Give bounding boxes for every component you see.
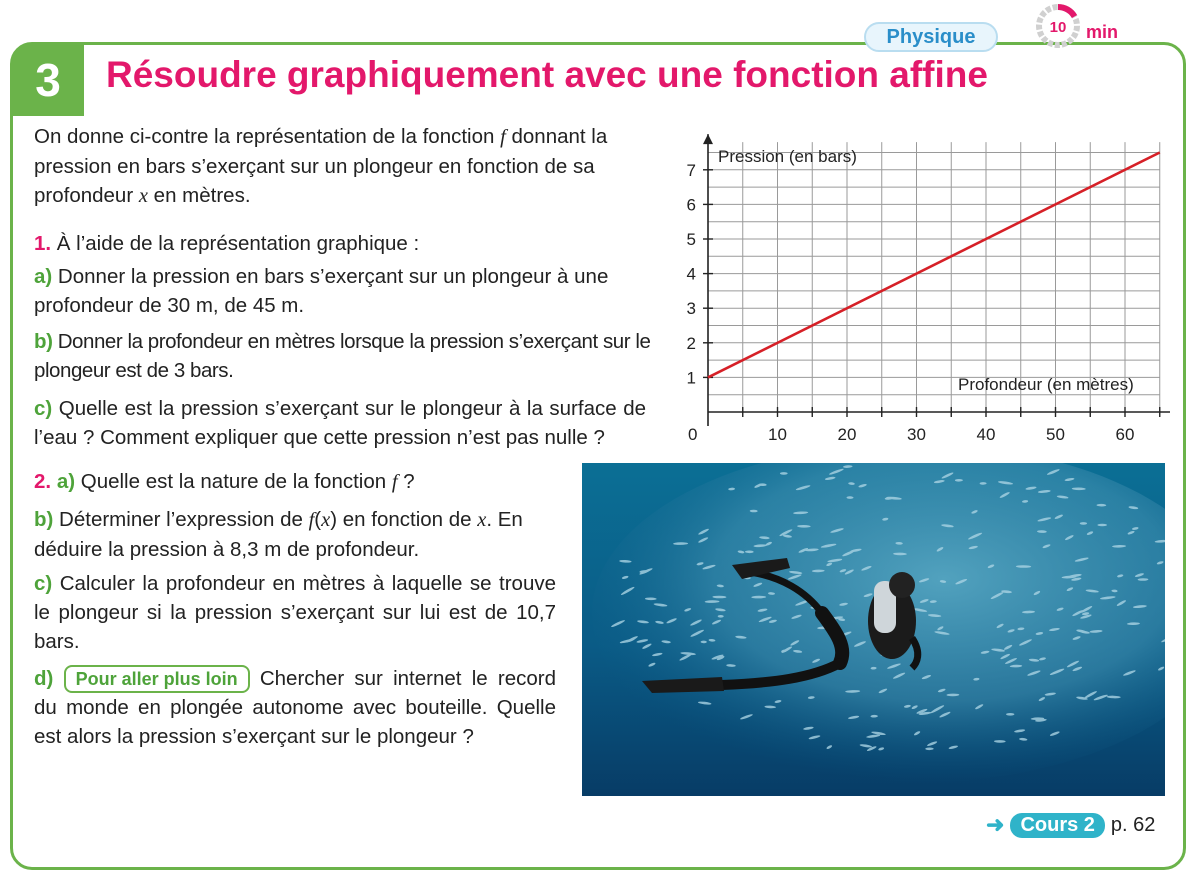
question-2a: 2. a) Quelle est la nature de la fonction f ? <box>34 470 415 493</box>
timer-icon <box>1036 4 1080 48</box>
x-tick-label: 60 <box>1115 425 1135 444</box>
timer-value: 10 <box>1049 19 1067 36</box>
x-tick-label: 50 <box>1046 425 1065 444</box>
exercise-number: 3 <box>12 44 84 116</box>
x-tick-label: 20 <box>837 425 857 444</box>
scuba-diver-photo <box>582 463 1165 796</box>
go-further-badge: Pour aller plus loin <box>64 665 250 693</box>
x-tick-label: 40 <box>976 425 996 444</box>
fish-icon <box>718 615 724 618</box>
y-tick-label: 7 <box>686 160 696 180</box>
question-2b: b) Déterminer l’expression de f(x) en fonction de x. En déduire la pression à 8,3 m de profondeur. <box>34 508 523 561</box>
x-tick-label: 10 <box>768 425 787 444</box>
arrow-right-icon: ➜ <box>986 812 1005 837</box>
y-tick-label: 5 <box>686 230 696 249</box>
fish-icon <box>1080 522 1087 525</box>
y-tick-label: 6 <box>686 195 696 215</box>
y-tick-label: 3 <box>686 299 696 319</box>
question-2d: d) Pour aller plus loin Chercher sur internet le record du monde en plongée autonome avec bouteille. Quelle est alors la pression s’exerçant sur le plongeur ? <box>34 667 556 748</box>
function-line <box>708 153 1160 378</box>
subject-tag: Physique <box>864 22 998 52</box>
question-1b: b) Donner la profondeur en mètres lorsque la pression s’exerçant sur le plongeur est de 3 bars. <box>34 330 651 382</box>
course-link[interactable]: Cours 2 <box>1010 813 1104 838</box>
fish-icon <box>1097 524 1107 527</box>
question-1c: c) Quelle est la pression s’exerçant sur le plongeur à la surface de l’eau ? Comment expliquer que cette pression n’est pas nulle ? <box>34 397 646 449</box>
q1-number: 1. <box>34 232 52 255</box>
y-tick-label: 4 <box>686 264 696 284</box>
x-tick-label: 30 <box>907 425 926 444</box>
fish-icon <box>1006 713 1014 716</box>
y-tick-label: 1 <box>686 368 696 388</box>
x-axis-label: Profondeur (en mètres) <box>958 375 1134 394</box>
y-axis-arrow-icon <box>703 134 713 144</box>
intro-paragraph: On donne ci-contre la représentation de la fonction f donnant la pression en bars s’exerçant sur un plongeur en fonction de sa profondeur x en mètres. <box>34 125 608 207</box>
question-1a: a) Donner la pression en bars s’exerçant sur un plongeur à une profondeur de 30 m, de 45 m. <box>34 265 609 317</box>
question-2c: c) Calculer la profondeur en mètres à laquelle se trouve le plongeur si la pression s’exerçant sur lui est de 10,7 bars. <box>34 572 556 653</box>
timer-unit: min <box>1086 22 1119 42</box>
course-reference[interactable] <box>986 812 1155 838</box>
pressure-depth-graph <box>670 128 1170 448</box>
y-tick-label: 2 <box>686 333 696 353</box>
origin-label: 0 <box>688 425 698 444</box>
exercise-title: Résoudre graphiquement avec une fonction affine <box>106 54 988 95</box>
page-reference: p. 62 <box>1110 813 1156 836</box>
y-axis-label: Pression (en bars) <box>718 147 857 166</box>
question-1: 1. À l’aide de la représentation graphique : <box>34 232 420 255</box>
fish-icon <box>780 472 788 475</box>
